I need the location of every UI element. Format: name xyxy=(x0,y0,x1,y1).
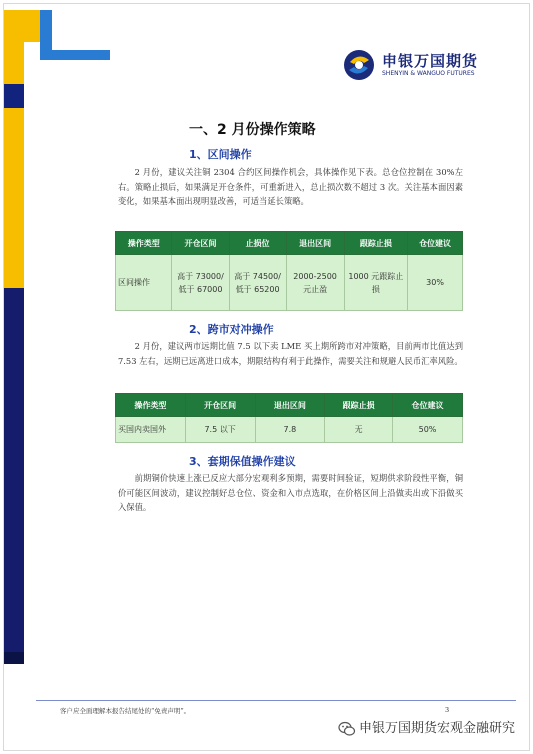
table-header-cell: 仓位建议 xyxy=(393,394,463,417)
table-cell: 高于 73000/低于 67000 xyxy=(172,255,229,311)
table-header-row xyxy=(116,232,463,255)
table-header-cell: 退出区间 xyxy=(255,394,325,417)
arbitrage-strategy-table xyxy=(115,393,463,443)
subsection-title-range: 1、区间操作 xyxy=(189,148,252,161)
decor-bar-navy-bottom xyxy=(4,652,24,664)
table-cell: 高于 74500/低于 65200 xyxy=(229,255,286,311)
table-header-cell: 跟踪止损 xyxy=(325,394,393,417)
table-header-cell: 跟踪止损 xyxy=(344,232,408,255)
table-cell: 区间操作 xyxy=(116,255,172,311)
footer-disclaimer: 客户应全面理解本报告结尾处的“免责声明”。 xyxy=(60,707,191,715)
section-title: 一、2 月份操作策略 xyxy=(189,122,316,138)
page-border xyxy=(3,3,530,751)
table-header-cell: 操作类型 xyxy=(116,394,186,417)
table-header-cell: 退出区间 xyxy=(286,232,344,255)
subsection-title-hedging: 3、套期保值操作建议 xyxy=(189,455,296,468)
paragraph-range: 2 月份，建议关注铜 2304 合约区间操作机会，具体操作见下表。总仓位控制在 30%左右。策略止损后，如果满足开仓条件，可重新进入，总止损次数不超过 3 次。关注基本面因素变化，如果基本面出现明显改善，可适当延长策略。 xyxy=(118,167,463,206)
table-header-cell: 开仓区间 xyxy=(172,232,229,255)
wechat-account xyxy=(338,717,515,738)
table-cell: 7.5 以下 xyxy=(185,417,255,443)
table-cell: 1000 元跟踪止损 xyxy=(344,255,408,311)
table-cell: 买国内卖国外 xyxy=(116,417,186,443)
wechat-account-name: 申银万国期货宏观金融研究 xyxy=(359,721,516,736)
table-cell: 50% xyxy=(393,417,463,443)
logo-name-en: SHENYIN & WANGUO FUTURES xyxy=(382,70,475,77)
decor-bar-blue-top xyxy=(4,84,24,108)
page-number: 3 xyxy=(445,706,450,714)
table-header-cell: 止损位 xyxy=(229,232,286,255)
subsection-title-arbitrage: 2、跨市对冲操作 xyxy=(189,323,274,336)
table-row xyxy=(116,417,463,443)
table-cell: 30% xyxy=(408,255,463,311)
table-cell: 2000-2500 元止盈 xyxy=(286,255,344,311)
wechat-icon xyxy=(338,720,356,738)
range-strategy-table xyxy=(115,231,463,311)
table-row xyxy=(116,255,463,311)
table-header-row xyxy=(116,394,463,417)
decor-bar-yellow-top xyxy=(4,10,24,84)
corner-graphic-cutout xyxy=(52,10,110,50)
table-header-cell: 操作类型 xyxy=(116,232,172,255)
logo-mark-icon xyxy=(342,48,376,82)
decor-bar-navy xyxy=(4,288,24,652)
corner-graphic-blue-horizontal xyxy=(40,50,110,60)
decor-bar-yellow xyxy=(4,108,24,288)
table-header-cell: 仓位建议 xyxy=(408,232,463,255)
table-header-cell: 开仓区间 xyxy=(185,394,255,417)
logo-name-cn: 申银万国期货 xyxy=(382,52,479,70)
table-cell: 7.8 xyxy=(255,417,325,443)
paragraph-arbitrage: 2 月份，建议两市远期比值 7.5 以下卖 LME 买上期所跨市对冲策略，目前两市比值达到 7.53 左右，远期已远离进口成本，期限结构有利于此操作，需要关注和规避人民币汇率风险。 xyxy=(118,341,463,366)
table-cell: 无 xyxy=(325,417,393,443)
paragraph-hedging: 前期铜价快速上涨已反应大部分宏观利多预期，需要时间验证，短期供求阶段性平衡，铜价可能区间波动，建议控制好总仓位、资金和入市点选取，在价格区间上沿做卖出或下沿做买入保值。 xyxy=(118,473,463,512)
footer-divider xyxy=(36,700,516,701)
company-logo xyxy=(342,48,492,82)
